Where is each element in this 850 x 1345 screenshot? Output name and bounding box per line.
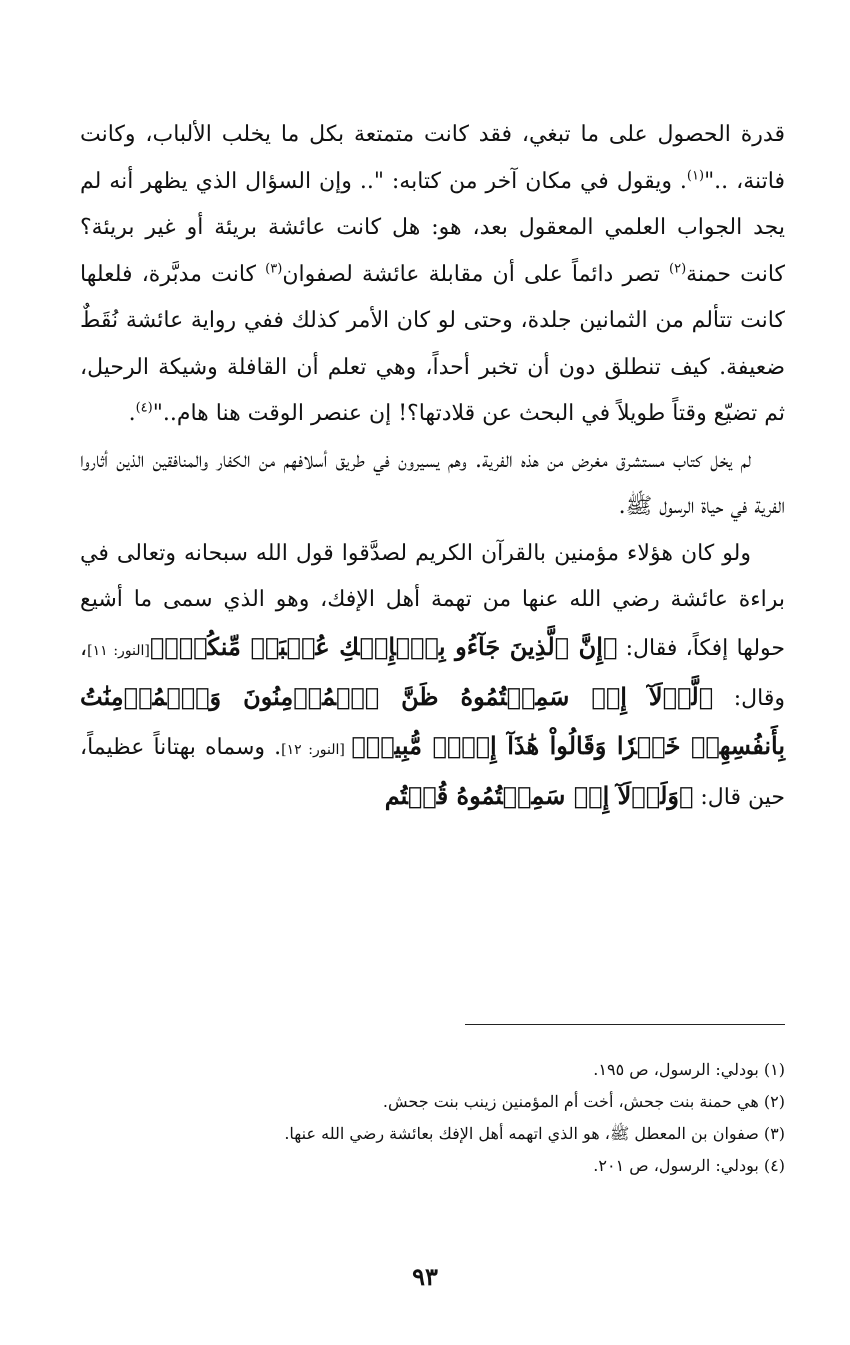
quran-verse-2: ﴿لَّوۡلَآ إِذۡ سَمِعۡتُمُوهُ ظَنَّ ٱلۡمُؤۡمِنُونَ وَٱلۡمُؤۡمِنَٰتُ بِأَنفُسِهِمۡ خَيۡرٗا وَقَالُواْ هَٰذَآ إِفۡكٞ مُّبِينٞ﴾	[80, 682, 786, 760]
text-segment: ولو كان هؤلاء مؤمنين بالقرآن الكريم لصدَّقوا قول الله سبحانه وتعالى في براءة عائشة رضي الله عنها من تهمة أهل الإفك، وهو الذي سمى ما أشيع حولها إفكاً، فقال:	[80, 540, 785, 661]
paragraph-1	[80, 112, 785, 438]
verse-reference-2: [النور: ١٢]	[281, 741, 352, 758]
footnote-ref-4: (٤)	[135, 400, 153, 416]
paragraph-3	[80, 531, 785, 822]
text-segment: ، وقال:	[80, 635, 786, 711]
footnote-3: (٣) صفوان بن المعطل ﷺ، هو الذي اتهمه أهل الإفك بعائشة رضي الله عنها.	[284, 1124, 785, 1143]
footnote-1: (١) بودلي: الرسول، ص ١٩٥.	[593, 1060, 785, 1079]
footnote-ref-1: (١)	[686, 168, 705, 184]
footnotes	[120, 1054, 785, 1182]
text-segment: تصر دائماً على أن مقابلة عائشة لصفوان	[282, 261, 670, 287]
text-segment: قدرة الحصول على ما تبغي، فقد كانت متمتعة بكل ما يخلب الألباب، وكانت فاتنة، .."	[80, 122, 785, 194]
text-segment: .	[128, 401, 136, 426]
page-number: ٩٣	[412, 1262, 438, 1291]
text-segment: . وسماه بهتاناً عظيماً، حين قال:	[80, 734, 785, 810]
footnote-ref-3: (٣)	[265, 261, 283, 277]
verse-reference-1: [النور: ١١]	[87, 642, 150, 659]
paragraph-2: لم يخل كتاب مستشرق مغرض من هذه الفرية. وهم يسيرون في طريق أسلافهم من الكفار والمنافقين الذين أثاروا الفرية في حياة الرسول ﷺ.	[80, 447, 785, 519]
main-text	[80, 112, 785, 822]
text-segment: . ويقول في مكان آخر من كتابه: ".. وإن السؤال الذي يظهر أنه لم يجد الجواب العلمي المعقول بعد، هو: هل كانت عائشة بريئة أو غير بريئة؟ كانت حمنة	[80, 168, 785, 287]
text-segment: كانت مدبَّرة، فلعلها كانت تتألم من الثمانين جلدة، وحتى لو كان الأمر كذلك ففي رواية عائشة نُقَطٌ ضعيفة. كيف تنطلق دون أن تخبر أحداً، وهي تعلم أن القافلة وشيكة الرحيل، ثم تضيّع وقتاً طويلاً في البحث عن قلادتها؟! إن عنصر الوقت هنا هام.."	[80, 261, 785, 426]
quran-verse-1: ﴿إِنَّ ٱلَّذِينَ جَآءُو بِٱلۡإِفۡكِ عُصۡبَةٞ مِّنكُمۡۚ﴾	[149, 631, 618, 661]
footnote-ref-2: (٢)	[669, 261, 687, 277]
footnote-4: (٤) بودلي: الرسول، ص ٢٠١.	[593, 1156, 785, 1175]
quran-verse-3: ﴿وَلَوۡلَآ إِذۡ سَمِعۡتُمُوهُ قُلۡتُم	[384, 781, 694, 810]
footnote-separator	[465, 1024, 785, 1025]
footnote-2: (٢) هي حمنة بنت جحش، أخت أم المؤمنين زينب بنت جحش.	[382, 1092, 785, 1111]
